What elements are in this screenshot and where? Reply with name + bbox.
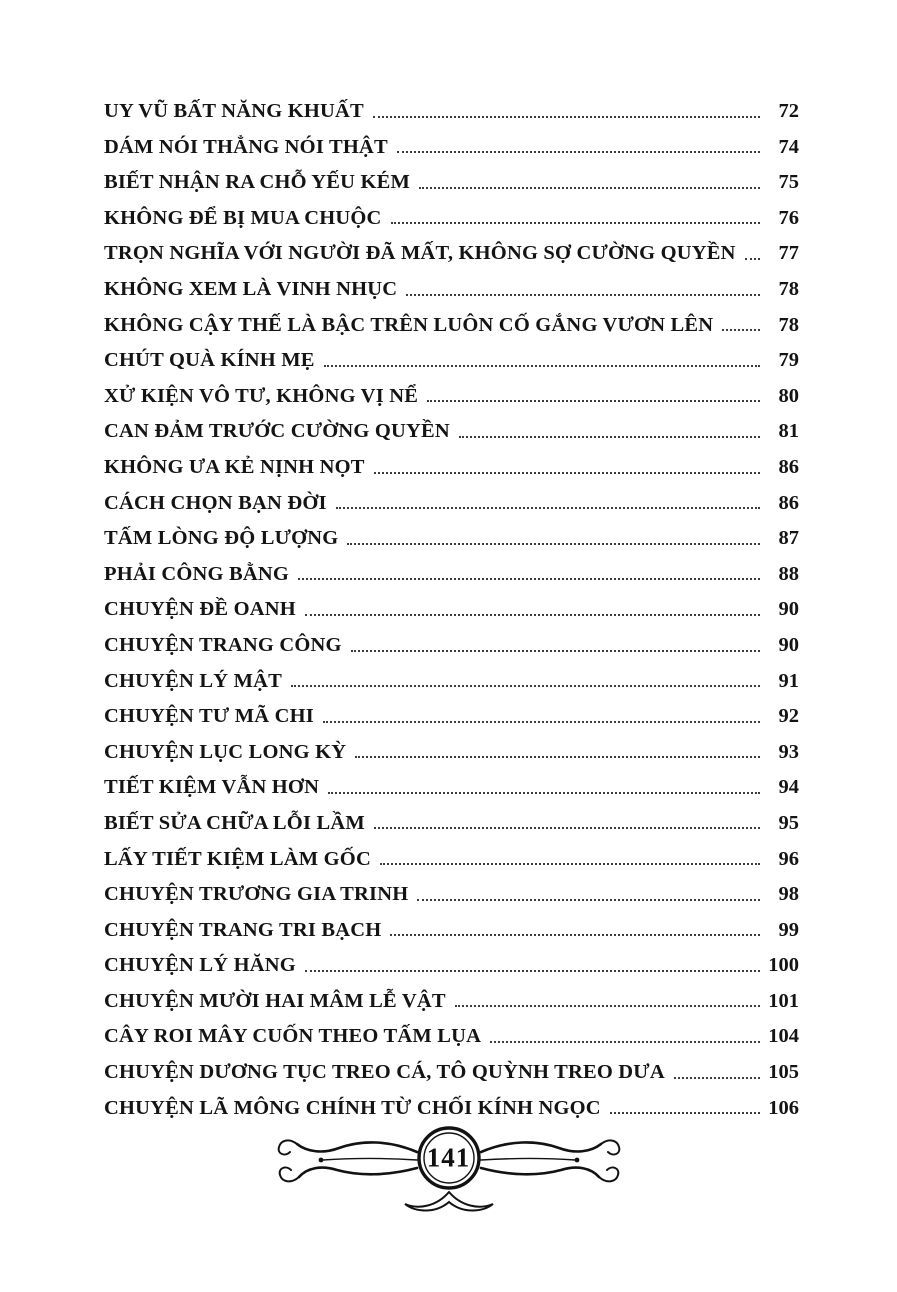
toc-entry-page: 79 (778, 349, 799, 372)
toc-entry (104, 622, 799, 658)
toc-dot-leader (397, 151, 760, 153)
toc-entry (104, 800, 799, 836)
toc-dot-leader (610, 1112, 760, 1114)
toc-entry-page: 76 (778, 206, 799, 229)
toc-entry (104, 195, 799, 231)
toc-entry-page: 104 (768, 1025, 799, 1048)
toc-dot-leader (323, 721, 760, 723)
toc-entry-page: 87 (778, 527, 799, 550)
toc-entry-page: 74 (778, 135, 799, 158)
toc-dot-leader (305, 614, 760, 616)
toc-entry-page: 99 (778, 918, 799, 941)
toc-entry (104, 551, 799, 587)
toc-dot-leader (427, 400, 760, 402)
toc-entry (104, 693, 799, 729)
toc-entry (104, 1085, 799, 1121)
toc-entry-title: CHUYỆN DƯƠNG TỤC TREO CÁ, TÔ QUỲNH TREO DƯA (104, 1061, 665, 1084)
toc-entry-page: 105 (768, 1061, 799, 1084)
toc-entry-page: 98 (778, 883, 799, 906)
toc-list (104, 88, 799, 1120)
toc-entry-title: BIẾT NHẬN RA CHỖ YẾU KÉM (104, 171, 411, 194)
toc-entry-page: 78 (778, 278, 799, 300)
toc-dot-leader (391, 222, 760, 224)
toc-entry-title: UY VŨ BẤT NĂNG KHUẤT (104, 100, 364, 123)
toc-dot-leader (745, 258, 760, 260)
toc-entry-title: CHUYỆN TRƯƠNG GIA TRINH (104, 883, 409, 906)
toc-entry (104, 1013, 799, 1049)
toc-dot-leader (380, 863, 760, 865)
toc-dot-leader (722, 329, 760, 331)
toc-dot-leader (406, 294, 760, 296)
toc-entry-page: 93 (778, 740, 799, 763)
toc-entry (104, 907, 799, 943)
toc-dot-leader (291, 685, 760, 687)
toc-entry (104, 266, 799, 302)
toc-dot-leader (490, 1041, 760, 1043)
toc-entry-page: 91 (778, 669, 799, 692)
toc-entry-page: 101 (768, 989, 799, 1012)
toc-dot-leader (459, 436, 760, 438)
toc-entry-title: KHÔNG XEM LÀ VINH NHỤC (104, 278, 398, 300)
toc-entry (104, 444, 799, 480)
toc-entry-title: TRỌN NGHĨA VỚI NGƯỜI ĐÃ MẤT, KHÔNG SỢ CƯỜNG QUYỀN (104, 242, 736, 265)
toc-entry-title: TIẾT KIỆM VẪN HƠN (104, 776, 320, 799)
toc-entry-title: CHUYỆN MƯỜI HAI MÂM LỄ VẬT (104, 989, 446, 1012)
toc-entry (104, 373, 799, 409)
toc-dot-leader (347, 543, 760, 545)
toc-dot-leader (351, 650, 760, 652)
toc-entry-title: KHÔNG CẬY THẾ LÀ BẬC TRÊN LUÔN CỐ GẮNG VƯƠN LÊN (104, 313, 714, 336)
toc-entry-title: KHÔNG ĐỂ BỊ MUA CHUỘC (104, 206, 382, 229)
toc-entry-title: CHUYỆN LỤC LONG KỲ (104, 740, 347, 763)
toc-dot-leader (328, 792, 760, 794)
toc-dot-leader (336, 507, 760, 509)
toc-dot-leader (305, 970, 760, 972)
toc-dot-leader (373, 116, 760, 118)
toc-entry-title: TẤM LÒNG ĐỘ LƯỢNG (104, 527, 339, 550)
toc-dot-leader (298, 578, 760, 580)
toc-dot-leader (374, 827, 760, 829)
page-number: 141 (426, 1142, 471, 1173)
toc-entry (104, 480, 799, 516)
toc-dot-leader (455, 1005, 760, 1007)
toc-entry-title: CHUYỆN TƯ MÃ CHI (104, 705, 314, 728)
toc-dot-leader (374, 472, 760, 474)
toc-entry-title: CHÚT QUÀ KÍNH MẸ (104, 349, 315, 372)
page-number-ornament (269, 1124, 629, 1220)
toc-entry-page: 94 (778, 776, 799, 799)
toc-entry-title: DÁM NÓI THẲNG NÓI THẬT (104, 135, 388, 158)
toc-entry (104, 159, 799, 195)
toc-entry-page: 90 (778, 598, 799, 621)
toc-entry-title: CHUYỆN TRANG TRI BẠCH (104, 918, 382, 941)
toc-entry (104, 764, 799, 800)
toc-entry-page: 77 (778, 242, 799, 265)
toc-entry-page: 88 (778, 562, 799, 585)
toc-entry-page: 78 (778, 313, 799, 336)
toc-dot-leader (674, 1077, 760, 1079)
toc-entry-title: CHUYỆN TRANG CÔNG (104, 633, 342, 656)
toc-entry (104, 408, 799, 444)
toc-entry (104, 871, 799, 907)
toc-entry (104, 942, 799, 978)
toc-entry-title: CHUYỆN LÝ HĂNG (104, 954, 296, 977)
toc-entry-page: 81 (778, 420, 799, 443)
toc-entry-title: CÁCH CHỌN BẠN ĐỜI (104, 491, 327, 514)
toc-entry (104, 978, 799, 1014)
toc-entry (104, 230, 799, 266)
toc-entry-title: CHUYỆN LÝ MẬT (104, 669, 282, 692)
toc-entry-page: 90 (778, 633, 799, 656)
toc-entry-page: 100 (768, 954, 799, 977)
toc-entry-title: CAN ĐẢM TRƯỚC CƯỜNG QUYỀN (104, 420, 450, 443)
toc-entry-page: 80 (778, 384, 799, 407)
toc-dot-leader (390, 934, 760, 936)
toc-entry (104, 1049, 799, 1085)
toc-entry-page: 75 (778, 171, 799, 194)
toc-dot-leader (355, 756, 760, 758)
toc-entry-page: 95 (778, 811, 799, 834)
toc-entry-page: 96 (778, 847, 799, 870)
toc-entry (104, 658, 799, 694)
toc-entry-title: LẤY TIẾT KIỆM LÀM GỐC (104, 847, 371, 870)
toc-entry-title: CHUYỆN LÃ MÔNG CHÍNH TỪ CHỐI KÍNH NGỌC (104, 1096, 601, 1119)
toc-entry-title: CÂY ROI MÂY CUỐN THEO TẤM LỤA (104, 1025, 482, 1048)
toc-entry (104, 515, 799, 551)
toc-entry-title: CHUYỆN ĐỀ OANH (104, 598, 296, 621)
toc-dot-leader (419, 187, 760, 189)
toc-entry (104, 88, 799, 124)
toc-entry (104, 337, 799, 373)
toc-entry-title: KHÔNG ƯA KẺ NỊNH NỌT (104, 455, 365, 478)
toc-entry (104, 586, 799, 622)
toc-entry-title: PHẢI CÔNG BẰNG (104, 562, 290, 585)
toc-entry (104, 835, 799, 871)
toc-entry-page: 86 (778, 491, 799, 514)
toc-entry-title: BIẾT SỬA CHỮA LỖI LẦM (104, 811, 365, 834)
toc-entry-page: 106 (768, 1096, 799, 1119)
toc-entry-page: 72 (778, 100, 799, 123)
toc-entry-title: XỬ KIỆN VÔ TƯ, KHÔNG VỊ NỂ (104, 384, 419, 407)
toc-entry (104, 124, 799, 160)
toc-dot-leader (324, 365, 760, 367)
toc-entry-page: 92 (778, 705, 799, 728)
toc-entry (104, 302, 799, 338)
toc-entry (104, 729, 799, 765)
toc-dot-leader (417, 899, 760, 901)
toc-entry-page: 86 (778, 455, 799, 478)
